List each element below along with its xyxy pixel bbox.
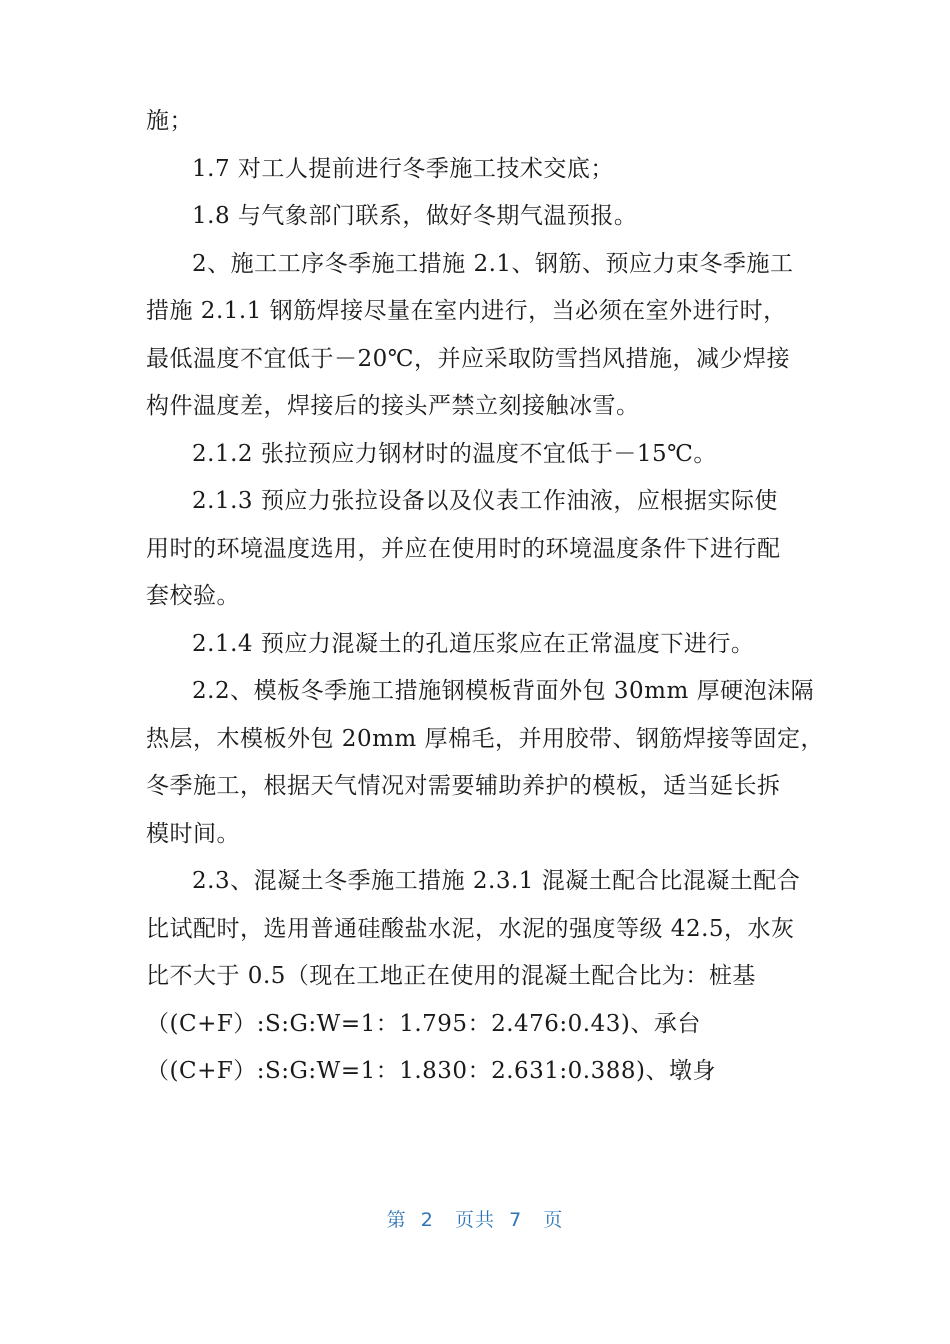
- text-line: 冬季施工，根据天气情况对需要辅助养护的模板，适当延长拆: [146, 773, 781, 799]
- paragraph: [146, 478, 806, 621]
- text-line: 用时的环境温度选用，并应在使用时的环境温度条件下进行配: [146, 535, 781, 562]
- paragraph: [146, 621, 806, 669]
- text-line: 模时间。: [146, 820, 240, 847]
- text-line: 2.1.2 张拉预应力钢材时的温度不宜低于－15℃。: [192, 440, 717, 467]
- paragraph: [146, 858, 806, 1001]
- text-line: 2.3、混凝土冬季施工措施 2.3.1 混凝土配合比混凝土配合: [192, 868, 801, 894]
- paragraph: [146, 98, 806, 146]
- text-line: 2.1.3 预应力张拉设备以及仪表工作油液，应根据实际使: [192, 488, 778, 514]
- document-body: [146, 98, 825, 1096]
- text-line: 施；: [146, 108, 193, 134]
- paragraph: [146, 193, 806, 241]
- footer-prefix: 第: [386, 1209, 407, 1231]
- text-line: 最低温度不宜低于－20℃，并应采取防雪挡风措施，减少焊接: [146, 345, 790, 372]
- text-line: （(C+F）:S:G:W=1：1.830：2.631:0.388)、墩身: [146, 1058, 716, 1084]
- footer-middle: 页共: [454, 1209, 495, 1231]
- text-line: 1.7 对工人提前进行冬季施工技术交底；: [192, 155, 614, 182]
- paragraph: [146, 1048, 806, 1096]
- page-footer: [0, 1205, 950, 1232]
- text-line: 比试配时，选用普通硅酸盐水泥，水泥的强度等级 42.5，水灰: [146, 915, 795, 942]
- text-line: 比不大于 0.5（现在工地正在使用的混凝土配合比为：桩基: [146, 963, 756, 989]
- text-line: 热层，木模板外包 20mm 厚棉毛，并用胶带、钢筋焊接等固定，: [146, 725, 825, 752]
- text-line: 2、施工工序冬季施工措施 2.1、钢筋、预应力束冬季施工: [192, 250, 794, 277]
- footer-suffix: 页: [543, 1209, 564, 1231]
- paragraph: [146, 146, 806, 194]
- text-line: 2.2、模板冬季施工措施钢模板背面外包 30mm 厚硬泡沫隔: [192, 678, 815, 704]
- text-line: 2.1.4 预应力混凝土的孔道压浆应在正常温度下进行。: [192, 630, 755, 657]
- paragraph: [146, 241, 806, 431]
- footer-total-pages: 7: [509, 1209, 523, 1231]
- paragraph: [146, 668, 825, 858]
- paragraph: [146, 1001, 806, 1049]
- text-line: 构件温度差，焊接后的接头严禁立刻接触冰雪。: [146, 393, 640, 419]
- paragraph: [146, 431, 806, 479]
- text-line: （(C+F）:S:G:W=1：1.795：2.476:0.43)、承台: [146, 1010, 701, 1037]
- footer-current-page: 2: [420, 1209, 434, 1231]
- text-line: 1.8 与气象部门联系，做好冬期气温预报。: [192, 203, 638, 229]
- text-line: 措施 2.1.1 钢筋焊接尽量在室内进行，当必须在室外进行时，: [146, 298, 787, 324]
- text-line: 套校验。: [146, 583, 240, 609]
